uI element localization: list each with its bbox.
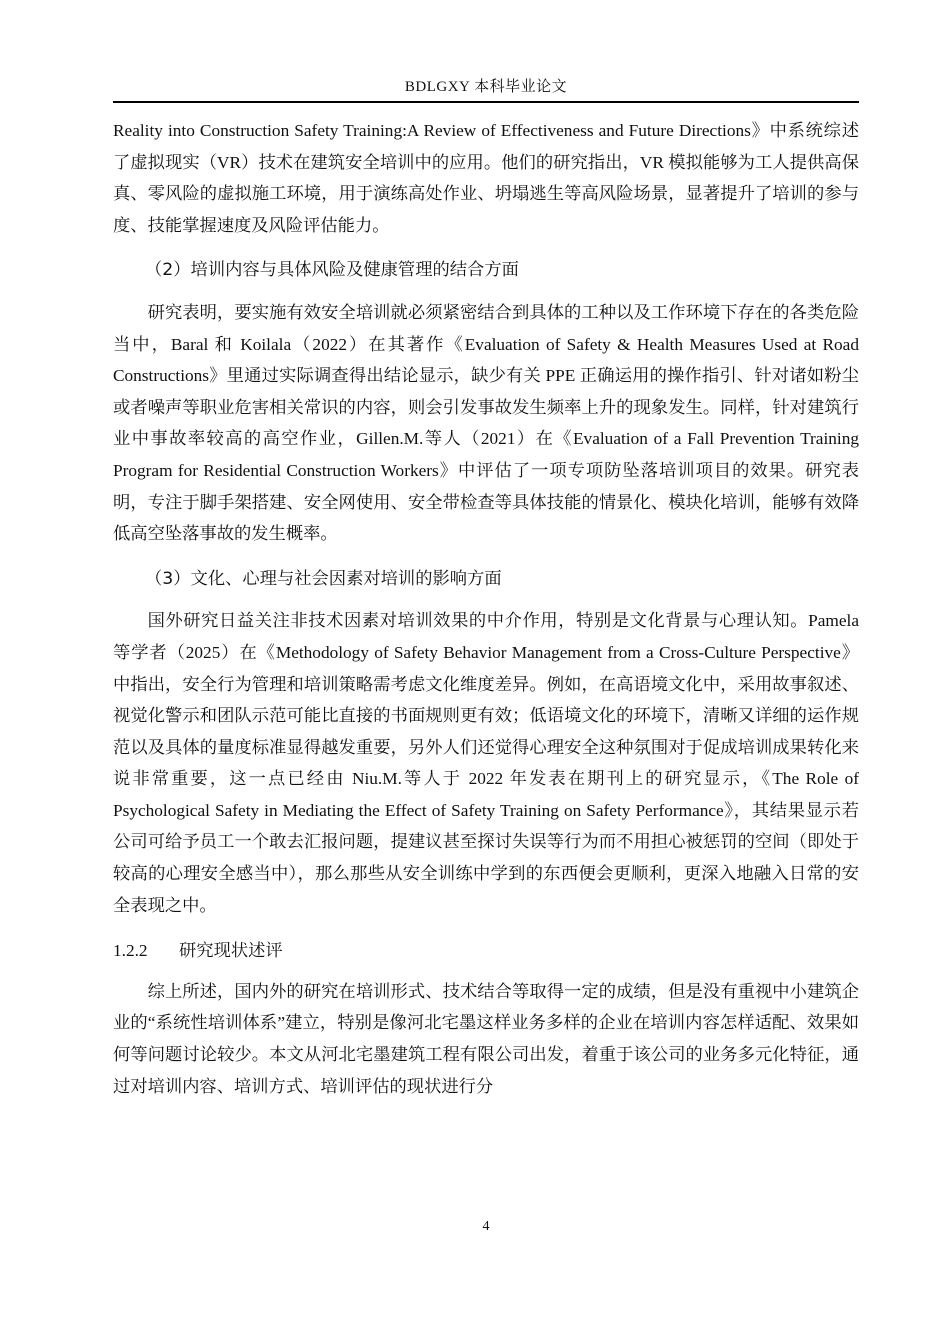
page-number: 4: [482, 1219, 490, 1234]
section-heading: [113, 935, 859, 968]
paragraph-intro: Reality into Construction Safety Training:A Review of Effectiveness and Future Directions》中系统综述了虚拟现实（VR）技术在建筑安全培训中的应用。他们的研究指出，VR 模拟能够为工人提供高保真、零风险的虚拟施工环境，用于演练高处作业、坍塌逃生等高风险场景，显著提升了培训的参与度、技能掌握速度及风险评估能力。: [113, 121, 859, 235]
subheading-culture-psychology: （3）文化、心理与社会因素对培训的影响方面: [145, 568, 502, 589]
paragraph-culture-psychology: 国外研究日益关注非技术因素对培训效果的中介作用，特别是文化背景与心理认知。Pamela 等学者（2025）在《Methodology of Safety Behavior Management from a Cross-Culture Perspective》中指出，安全行为管理和培训策略需考虑文化维度差异。例如，在高语境文化中，采用故事叙述、视觉化警示和团队示范可能比直接的书面规则更有效；低语境文化的环境下，清晰又详细的运作规范以及具体的量度标准显得越发重要，另外人们还觉得心理安全这种氛围对于促成培训成果转化来说非常重要，这一点已经由 Niu.M.等人于 2022 年发表在期刊上的研究显示，《The Role of Psychological Safety in Mediating the Effect of Safety Training on Safety Performance》，其结果显示若公司可给予员工一个敢去汇报问题，提建议甚至探讨失误等行为而不用担心被惩罚的空间（即处于较高的心理安全感当中），那么那些从安全训练中学到的东西便会更顺利，更深入地融入日常的安全表现之中。: [113, 611, 859, 915]
page-body: [113, 115, 859, 1102]
section-title: 研究现状述评: [179, 941, 283, 962]
subheading-training-content-risk: （2）培训内容与具体风险及健康管理的结合方面: [145, 260, 519, 281]
paragraph-review-summary: 综上所述，国内外的研究在培训形式、技术结合等取得一定的成绩，但是没有重视中小建筑企业的“系统性培训体系”建立，特别是像河北宅墨这样业务多样的企业在培训内容怎样适配、效果如何等问题讨论较少。本文从河北宅墨建筑工程有限公司出发，着重于该公司的业务多元化特征，通过对培训内容、培训方式、培训评估的现状进行分: [113, 981, 859, 1096]
running-header: BDLGXY 本科毕业论文: [404, 79, 568, 95]
header-divider: [113, 101, 859, 103]
paragraph-risk-health: 研究表明，要实施有效安全培训就必须紧密结合到具体的工种以及工作环境下存在的各类危险当中，Baral 和 Koilala（2022）在其著作《Evaluation of Safety & Health Measures Used at Road Constructions》里通过实际调查得出结论显示，缺少有关 PPE 正确运用的操作指引、针对诸如粉尘或者噪声等职业危害相关常识的内容，则会引发事故发生频率上升的现象发生。同样，针对建筑行业中事故率较高的高空作业，Gillen.M.等人（2021）在《Evaluation of a Fall Prevention Training Program for Residential Construction Workers》中评估了一项专项防坠落培训项目的效果。研究表明，专注于脚手架搭建、安全网使用、安全带检查等具体技能的情景化、模块化培训，能够有效降低高空坠落事故的发生概率。: [113, 302, 859, 544]
section-number: 1.2.2: [113, 941, 148, 961]
